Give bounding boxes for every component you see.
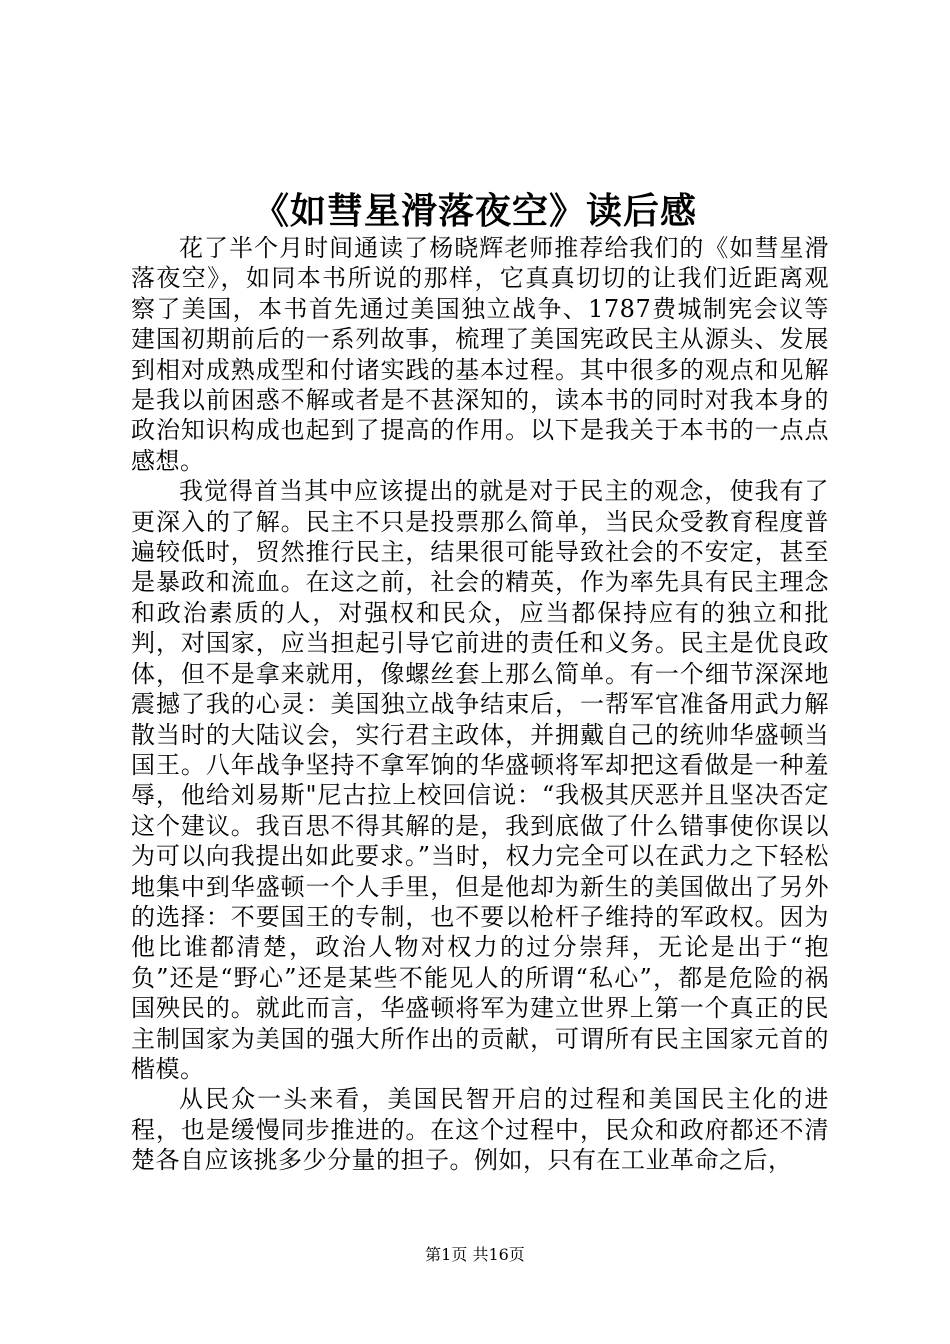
paragraph-2: 我觉得首当其中应该提出的就是对于民主的观念，使我有了更深入的了解。民主不只是投票那么简单，当民众受教育程度普遍较低时，贸然推行民主，结果很可能导致社会的不安定，甚至是暴政和流血。在这之前，社会的精英，作为率先具有民主理念和政治素质的人，对强权和民众，应当都保持应有的独立和批判，对国家，应当担起引导它前进的责任和义务。民主是优良政体，但不是拿来就用，像螺丝套上那么简单。有一个细节深深地震撼了我的心灵：美国独立战争结束后，一帮军官准备用武力解散当时的大陆议会，实行君主政体，并拥戴自己的统帅华盛顿当国王。八年战争坚持不拿军饷的华盛顿将军却把这看做是一种羞辱，他给刘易斯"尼古拉上校回信说：“我极其厌恶并且坚决否定这个建议。我百思不得其解的是，我到底做了什么错事使你误以为可以向我提出如此要求。”当时，权力完全可以在武力之下轻松地集中到华盛顿一个人手里，但是他却为新生的美国做出了另外的选择：不要国王的专制，也不要以枪杆子维持的军政权。因为他比谁都清楚，政治人物对权力的过分崇拜，无论是出于“抱负”还是“野心”还是某些不能见人的所谓“私心”，都是危险的祸国殃民的。就此而言，华盛顿将军为建立世界上第一个真正的民主制国家为美国的强大所作出的贡献，可谓所有民主国家元首的楷模。 [131,477,829,1083]
paragraph-1: 花了半个月时间通读了杨晓辉老师推荐给我们的《如彗星滑落夜空》，如同本书所说的那样，它真真切切的让我们近距离观察了美国，本书首先通过美国独立战争、1787费城制宪会议等建国初期前后的一系列故事，梳理了美国宪政民主从源头、发展到相对成熟成型和付诸实践的基本过程。其中很多的观点和见解是我以前困惑不解或者是不甚深知的，读本书的同时对我本身的政治知识构成也起到了提高的作用。以下是我关于本书的一点点感想。 [131,234,829,475]
page-number-footer: 第1页 共16页 [425,1245,525,1264]
paragraph-3: 从民众一头来看，美国民智开启的过程和美国民主化的进程，也是缓慢同步推进的。在这个过程中，民众和政府都还不清楚各自应该挑多少分量的担子。例如，只有在工业革命之后， [131,1085,829,1175]
document-body [131,233,829,1176]
document-title: 《如彗星滑落夜空》读后感 [252,190,697,232]
